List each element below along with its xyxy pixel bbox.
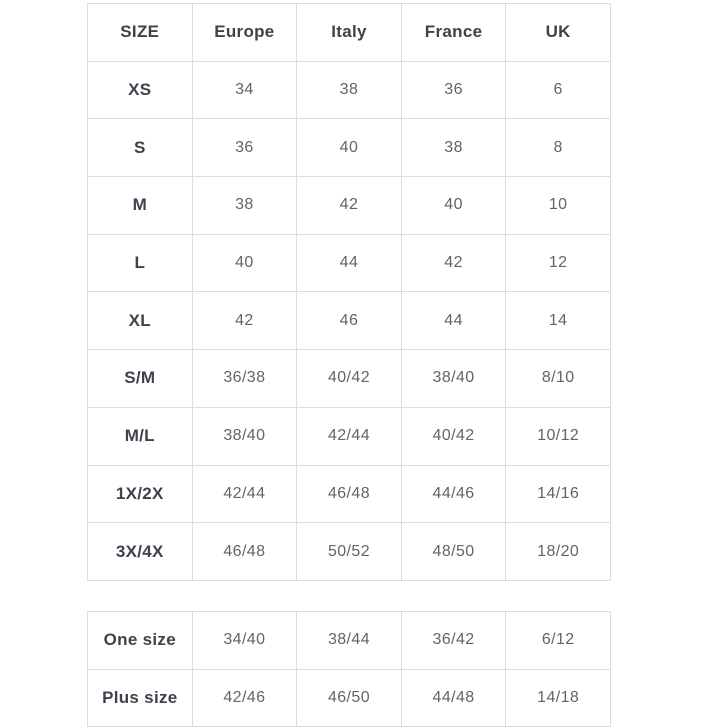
size-value-cell: 42 — [401, 234, 506, 292]
header-row — [88, 4, 611, 62]
size-value-cell: 40/42 — [297, 350, 402, 408]
size-value-cell: 8 — [506, 119, 611, 177]
size-value-cell: 44 — [401, 292, 506, 350]
size-value-cell: 38 — [297, 61, 402, 119]
size-value-cell: 42 — [192, 292, 297, 350]
size-value-cell: 18/20 — [506, 523, 611, 581]
size-value-cell: 6/12 — [506, 611, 611, 669]
table-row — [88, 292, 611, 350]
size-value-cell: 42/46 — [192, 669, 297, 727]
size-value-cell: 40 — [297, 119, 402, 177]
size-value-cell: 38/40 — [192, 407, 297, 465]
size-value-cell: 46/48 — [297, 465, 402, 523]
size-value-cell: 50/52 — [297, 523, 402, 581]
row-header-one-size: One size — [88, 611, 193, 669]
table-row — [88, 407, 611, 465]
size-value-cell: 46/50 — [297, 669, 402, 727]
row-header-size: M — [88, 177, 193, 235]
size-value-cell: 46/48 — [192, 523, 297, 581]
row-header-size: L — [88, 234, 193, 292]
size-chart — [87, 3, 611, 727]
size-value-cell: 40 — [192, 234, 297, 292]
size-value-cell: 42/44 — [297, 407, 402, 465]
size-value-cell: 10 — [506, 177, 611, 235]
column-header-size: SIZE — [88, 4, 193, 62]
size-conversion-table — [87, 3, 611, 581]
table-row — [88, 350, 611, 408]
size-value-cell: 44/48 — [401, 669, 506, 727]
row-header-plus-size: Plus size — [88, 669, 193, 727]
special-size-conversion-table — [87, 611, 611, 727]
size-value-cell: 38 — [401, 119, 506, 177]
table-row — [88, 177, 611, 235]
size-value-cell: 38/40 — [401, 350, 506, 408]
size-value-cell: 40 — [401, 177, 506, 235]
row-header-size: M/L — [88, 407, 193, 465]
row-header-size: XL — [88, 292, 193, 350]
size-value-cell: 44 — [297, 234, 402, 292]
size-value-cell: 34/40 — [192, 611, 297, 669]
size-value-cell: 6 — [506, 61, 611, 119]
size-value-cell: 14/16 — [506, 465, 611, 523]
column-header-italy: Italy — [297, 4, 402, 62]
table-row — [88, 119, 611, 177]
table-row — [88, 611, 611, 669]
size-value-cell: 42/44 — [192, 465, 297, 523]
size-value-cell: 36 — [192, 119, 297, 177]
size-value-cell: 36 — [401, 61, 506, 119]
size-value-cell: 8/10 — [506, 350, 611, 408]
table-row — [88, 234, 611, 292]
size-value-cell: 38/44 — [297, 611, 402, 669]
row-header-size: S — [88, 119, 193, 177]
column-header-uk: UK — [506, 4, 611, 62]
size-value-cell: 48/50 — [401, 523, 506, 581]
size-value-cell: 38 — [192, 177, 297, 235]
row-header-size: 1X/2X — [88, 465, 193, 523]
size-value-cell: 34 — [192, 61, 297, 119]
size-value-cell: 14/18 — [506, 669, 611, 727]
row-header-size: XS — [88, 61, 193, 119]
table-row — [88, 61, 611, 119]
size-value-cell: 42 — [297, 177, 402, 235]
table-row — [88, 669, 611, 727]
size-value-cell: 44/46 — [401, 465, 506, 523]
size-value-cell: 12 — [506, 234, 611, 292]
column-header-europe: Europe — [192, 4, 297, 62]
table-row — [88, 523, 611, 581]
size-value-cell: 36/38 — [192, 350, 297, 408]
column-header-france: France — [401, 4, 506, 62]
row-header-size: S/M — [88, 350, 193, 408]
size-value-cell: 10/12 — [506, 407, 611, 465]
row-header-size: 3X/4X — [88, 523, 193, 581]
size-value-cell: 14 — [506, 292, 611, 350]
size-value-cell: 36/42 — [401, 611, 506, 669]
table-row — [88, 465, 611, 523]
size-value-cell: 46 — [297, 292, 402, 350]
size-value-cell: 40/42 — [401, 407, 506, 465]
